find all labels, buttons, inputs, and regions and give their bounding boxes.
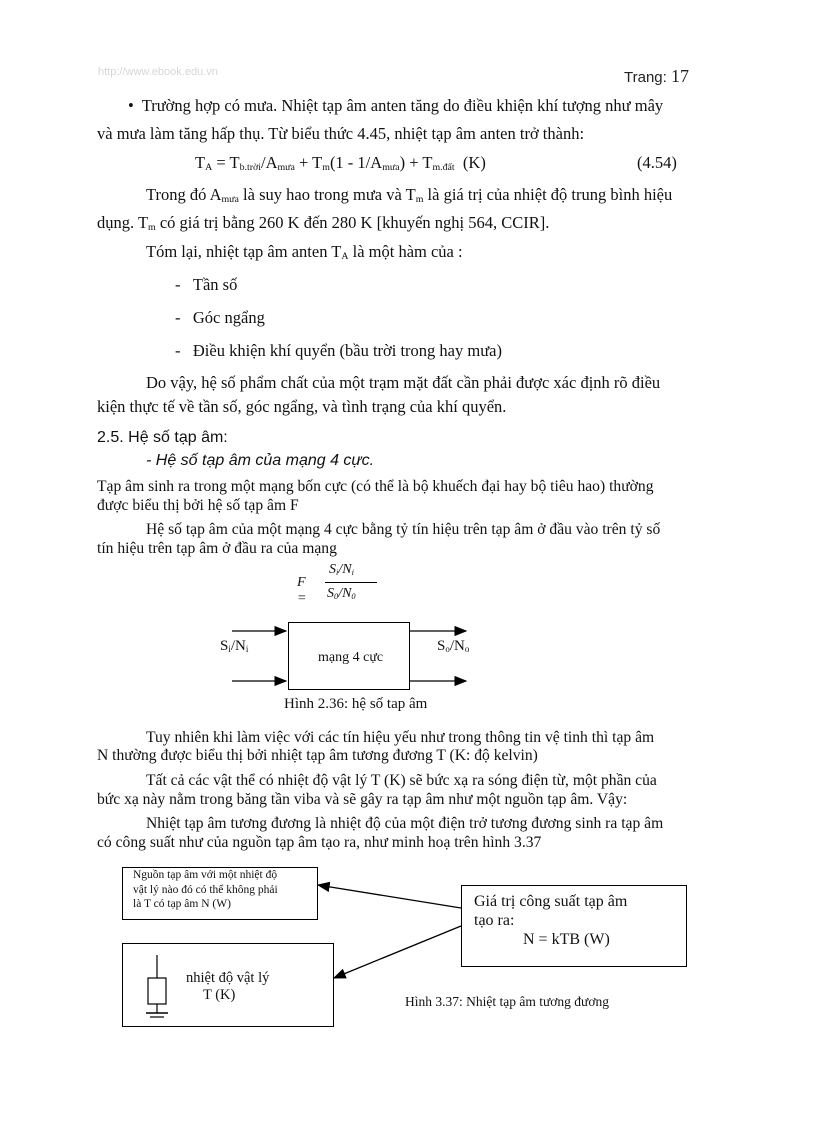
source-url: http://www.ebook.edu.vn: [98, 66, 218, 78]
figure-caption: Hình 3.37: Nhiệt tạp âm tương đương: [405, 994, 610, 1009]
equation-number: (4.54): [637, 153, 677, 172]
noise-source-text: Nguồn tạp âm với một nhiệt độ vật lý nào đó có thể không phải là T có tạp âm N (W): [133, 869, 278, 910]
text-line: Do vậy, hệ số phẩm chất của một trạm mặt đất cần phải được xác định rõ điều: [146, 373, 661, 392]
list-item: - Tần số: [175, 275, 238, 294]
box-label: mạng 4 cực: [318, 650, 384, 665]
output-snr-label: $S_o/N_o$: [437, 638, 470, 654]
figure-caption: Hình 2.36: hệ số tap âm: [284, 696, 428, 712]
text-line: Tóm lại, nhiệt tạp âm anten $T_A$ là một hàm của :: [146, 242, 463, 262]
text-line: và mưa làm tăng hấp thụ. Từ biểu thức 4.45, nhiệt tạp âm anten trở thành:: [97, 124, 585, 143]
resistor-text: nhiệt độ vật lý T (K): [186, 970, 270, 1003]
text-line: Trong đó $A_{mưa}$ là suy hao trong mưa và $T_m$ là giá trị của nhiệt độ trung bình hiệu: [146, 185, 673, 205]
list-item: - Điều khiện khí quyển (bầu trời trong hay mưa): [175, 341, 502, 360]
text-line: Tuy nhiên khi làm việc với các tín hiệu yếu như trong thông tin vệ tinh thì tạp âm: [146, 729, 655, 746]
page-number: 17: [670, 66, 689, 86]
text-line: bức xạ này nằm trong băng tần viba và sẽ gây ra tạp âm như một nguồn tạp âm. Vậy:: [97, 791, 628, 808]
text-line: Tất cả các vật thể có nhiệt độ vật lý T (K) sẽ bức xạ ra sóng điện từ, một phần của: [146, 772, 657, 789]
text-line: N thường được biểu thị bởi nhiệt tạp âm tương đương T (K: độ kelvin): [97, 747, 538, 764]
text-line: Tạp âm sinh ra trong một mạng bốn cực (có thể là bộ khuếch đại hay bộ tiêu hao) thường: [97, 478, 654, 495]
text-line: được biểu thị bởi hệ số tạp âm F: [97, 497, 299, 514]
input-snr-label: $S_i/N_i$: [220, 638, 249, 654]
noise-power-text: Giá trị công suất tạp âm tạo ra: N = kTB (W): [474, 893, 628, 948]
text-line: Trường hợp có mưa. Nhiệt tạp âm anten tăng do điều khiện khí tượng như mây: [141, 96, 664, 115]
list-item: - Góc ngẩng: [175, 308, 265, 327]
text-line: Nhiệt tạp âm tương đương là nhiệt độ của một điện trở tương đương sinh ra tạp âm: [146, 815, 664, 832]
text-line: tín hiệu trên tạp âm ở đầu ra của mạng: [97, 540, 337, 557]
page-label: Trang:: [624, 69, 667, 86]
text-line: dụng. $T_m$ có giá trị bằng 260 K đến 280 K [khuyến nghị 564, CCIR].: [97, 213, 550, 233]
section-subheading: - Hệ số tạp âm của mạng 4 cực.: [146, 452, 375, 469]
bullet: •: [128, 96, 134, 115]
equation-4-54: $T_A = T_{b.trời}/A_{mưa} + T_m(1 - 1/A_{mưa}) + T_{m.đất}$ (K): [195, 153, 486, 173]
text-line: kiện thực tế về tần số, góc ngẩng, và tình trạng của khí quyển.: [97, 397, 507, 416]
text-line: có công suất như của nguồn tạp âm tạo ra, như minh hoạ trên hình 3.37: [97, 834, 542, 851]
section-heading: 2.5. Hệ số tạp âm:: [97, 429, 228, 446]
text-line: Hệ số tạp âm của một mạng 4 cực bằng tỷ tín hiệu trên tạp âm ở đầu vào trên tỷ số: [146, 521, 661, 538]
